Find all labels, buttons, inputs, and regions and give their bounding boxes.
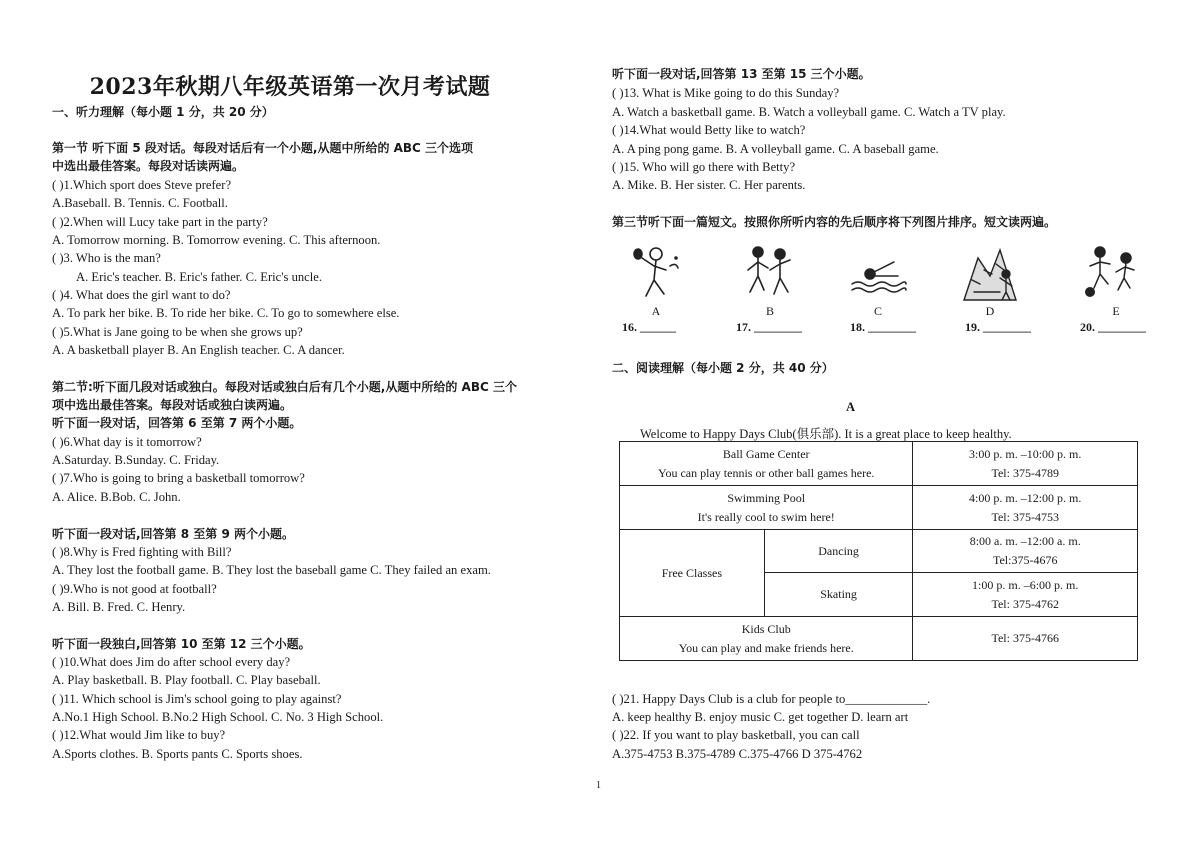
question-21: ( )21. Happy Days Club is a club for people to_____________. xyxy=(612,692,931,706)
question-7-options: A. Alice. B.Bob. C. John. xyxy=(52,490,181,504)
skating-tel: Tel: 375-4762 xyxy=(991,596,1059,611)
picture-a-label: A xyxy=(651,304,661,318)
mountain-climber-icon xyxy=(960,240,1020,306)
question-12: ( )12.What would Jim like to buy? xyxy=(52,728,226,742)
ping-pong-player-icon xyxy=(626,240,686,306)
dancing-info-cell xyxy=(913,530,1138,573)
question-15-options: A. Mike. B. Her sister. C. Her parents. xyxy=(612,178,806,192)
question-1: ( )1.Which sport does Steve prefer? xyxy=(52,178,232,192)
question-1-options: A.Baseball. B. Tennis. C. Football. xyxy=(52,196,228,210)
skating-time: 1:00 p. m. –6:00 p. m. xyxy=(972,577,1079,592)
question-15: ( )15. Who will go there with Betty? xyxy=(612,160,796,174)
question-4: ( )4. What does the girl want to do? xyxy=(52,288,231,302)
question-9-options: A. Bill. B. Fred. C. Henry. xyxy=(52,600,186,614)
part1-instructions: 第一节 听下面 5 段对话。每段对话后有一个小题,从题中所给的 ABC 三个选项 xyxy=(52,141,474,155)
part2-instructions: 第二节:听下面几段对话或独白。每段对话或独白后有几个小题,从题中所给的 ABC 三个 xyxy=(52,380,517,394)
question-13-options: A. Watch a basketball game. B. Watch a volleyball game. C. Watch a TV play. xyxy=(612,105,1006,119)
dancing-time: 8:00 a. m. –12:00 a. m. xyxy=(969,534,1081,548)
page-number: 1 xyxy=(596,780,601,791)
question-5: ( )5.What is Jane going to be when she grows up? xyxy=(52,325,303,339)
skating-cell: Skating xyxy=(764,573,913,617)
answer-blank-18[interactable]: 18. ________ xyxy=(850,320,916,334)
kids-club-desc: You can play and make friends here. xyxy=(678,640,854,655)
picture-d-label: D xyxy=(985,304,995,318)
table-caption: Welcome to Happy Days Club(俱乐部). It is a great place to keep healthy. xyxy=(640,427,1012,441)
swimming-pool-name: Swimming Pool xyxy=(727,490,806,505)
dialogue-8-9-instructions: 听下面一段对话,回答第 8 至第 9 两个小题。 xyxy=(52,527,294,541)
answer-blank-17[interactable]: 17. ________ xyxy=(736,320,802,334)
picture-e-label: E xyxy=(1112,304,1120,318)
picture-d xyxy=(960,240,1020,306)
question-8-options: A. They lost the football game. B. They lost the baseball game C. They failed an exam. xyxy=(52,563,491,577)
swimming-pool-cell xyxy=(620,486,913,530)
picture-b xyxy=(740,240,800,306)
question-21-options: A. keep healthy B. enjoy music C. get together D. learn art xyxy=(612,710,909,724)
monologue-10-12-instructions: 听下面一段独白,回答第 10 至第 12 三个小题。 xyxy=(52,637,311,651)
picture-b-label: B xyxy=(765,304,774,318)
swimming-pool-tel: Tel: 375-4753 xyxy=(991,509,1059,524)
question-12-options: A.Sports clothes. B. Sports pants C. Sports shoes. xyxy=(52,747,303,761)
picture-e xyxy=(1082,240,1142,306)
question-9: ( )9.Who is not good at football? xyxy=(52,582,217,596)
part2-instructions-cont: 项中选出最佳答案。每段对话或独白读两遍。 xyxy=(52,398,293,412)
question-13: ( )13. What is Mike going to do this Sunday? xyxy=(612,86,840,100)
section-listening-heading: 一、听力理解（每小题 1 分，共 20 分） xyxy=(52,105,274,119)
ball-game-desc: You can play tennis or other ball games here. xyxy=(658,465,875,480)
question-6: ( )6.What day is it tomorrow? xyxy=(52,435,202,449)
question-11-options: A.No.1 High School. B.No.2 High School. C. No. 3 High School. xyxy=(52,710,384,724)
section-reading-heading: 二、阅读理解（每小题 2 分，共 40 分） xyxy=(612,361,834,375)
question-14: ( )14.What would Betty like to watch? xyxy=(612,123,806,137)
dialogue-13-15-instructions: 听下面一段对话,回答第 13 至第 15 三个小题。 xyxy=(612,67,871,81)
question-2: ( )2.When will Lucy take part in the party? xyxy=(52,215,268,229)
question-4-options: A. To park her bike. B. To ride her bike. C. To go to somewhere else. xyxy=(52,306,400,320)
kids-club-name: Kids Club xyxy=(741,621,791,636)
question-11: ( )11. Which school is Jim's school going to play against? xyxy=(52,692,342,706)
picture-c-label: C xyxy=(873,304,882,318)
skating-info-cell xyxy=(913,573,1138,617)
free-classes-cell: Free Classes xyxy=(620,530,765,617)
question-10: ( )10.What does Jim do after school every day? xyxy=(52,655,291,669)
dancing-tel: Tel:375-4676 xyxy=(992,553,1058,567)
answer-blank-19[interactable]: 19. ________ xyxy=(965,320,1031,334)
club-info-table xyxy=(619,441,1138,661)
running-kids-icon xyxy=(740,240,800,306)
picture-a xyxy=(626,240,686,306)
question-2-options: A. Tomorrow morning. B. Tomorrow evening. C. This afternoon. xyxy=(52,233,381,247)
question-5-options: A. A basketball player B. An English teacher. C. A dancer. xyxy=(52,343,345,357)
part1-instructions-cont: 中选出最佳答案。每段对话读两遍。 xyxy=(52,159,245,173)
question-10-options: A. Play basketball. B. Play football. C. Play baseball. xyxy=(52,673,321,687)
kids-club-cell xyxy=(620,617,913,661)
question-22: ( )22. If you want to play basketball, you can call xyxy=(612,728,860,742)
answer-blank-16[interactable]: 16. ______ xyxy=(622,320,676,334)
dancing-cell: Dancing xyxy=(764,530,913,573)
ball-game-time: 3:00 p. m. –10:00 p. m. xyxy=(969,446,1082,461)
question-3: ( )3. Who is the man? xyxy=(52,251,161,265)
ball-game-info-cell xyxy=(913,442,1138,486)
dialogue-6-7-instructions: 听下面一段对话，回答第 6 至第 7 两个小题。 xyxy=(52,416,302,430)
part3-instructions: 第三节听下面一篇短文。按照你所听内容的先后顺序将下列图片排序。短文读两遍。 xyxy=(612,215,1057,229)
ball-game-cell xyxy=(620,442,913,486)
question-8: ( )8.Why is Fred fighting with Bill? xyxy=(52,545,232,559)
swimming-pool-info-cell xyxy=(913,486,1138,530)
swimming-pool-time: 4:00 p. m. –12:00 p. m. xyxy=(969,490,1082,505)
question-7: ( )7.Who is going to bring a basketball tomorrow? xyxy=(52,471,305,485)
swimming-pool-desc: It's really cool to swim here! xyxy=(697,509,835,524)
kids-club-tel: Tel: 375-4766 xyxy=(913,617,1138,661)
picture-c xyxy=(848,240,908,306)
question-14-options: A. A ping pong game. B. A volleyball game. C. A baseball game. xyxy=(612,142,939,156)
question-22-options: A.375-4753 B.375-4789 C.375-4766 D 375-4762 xyxy=(612,747,863,761)
question-6-options: A.Saturday. B.Sunday. C. Friday. xyxy=(52,453,220,467)
passage-label: A xyxy=(846,400,856,414)
ball-game-tel: Tel: 375-4789 xyxy=(991,465,1059,480)
swimmer-icon xyxy=(848,240,908,306)
answer-blank-20[interactable]: 20. ________ xyxy=(1080,320,1146,334)
question-3-options: A. Eric's teacher. B. Eric's father. C. Eric's uncle. xyxy=(76,270,323,284)
page-title: 2023年秋期八年级英语第一次月考试题 xyxy=(89,74,491,100)
soccer-players-icon xyxy=(1082,240,1142,306)
ball-game-name: Ball Game Center xyxy=(722,446,810,461)
